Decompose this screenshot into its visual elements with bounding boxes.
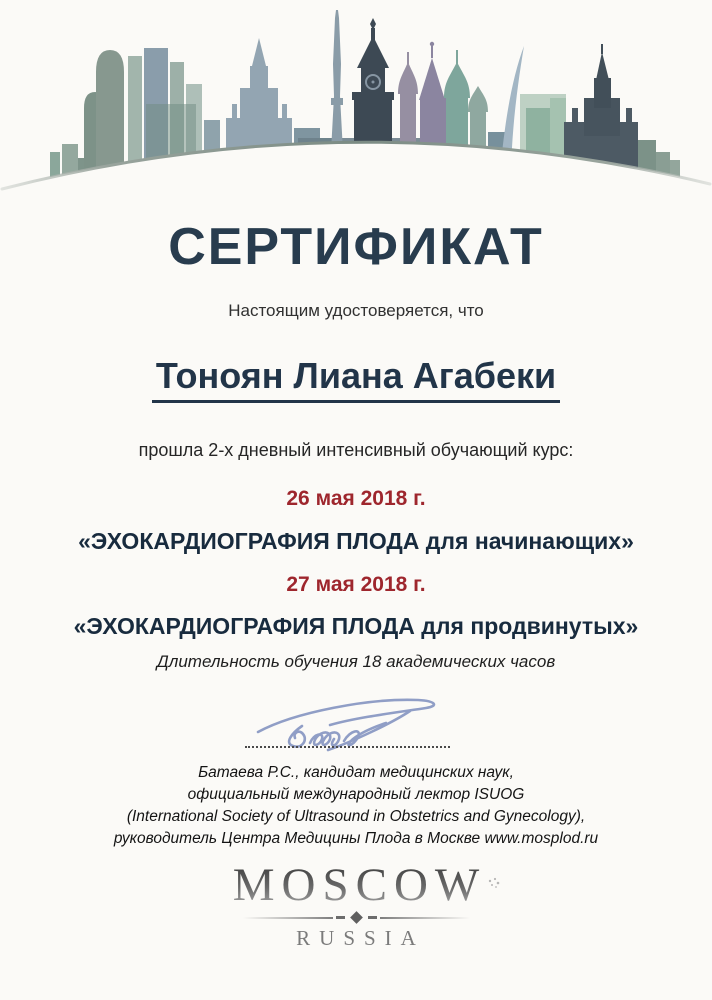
signatory-line: руководитель Центра Медицины Плода в Москве www.mosplod.ru: [113, 830, 599, 847]
session-1-date: 26 мая 2018 г.: [286, 487, 426, 510]
logo-city-wordmark: MOSCOW: [0, 860, 712, 910]
divider-dash-right: [368, 916, 377, 919]
divider-dash-left: [336, 916, 345, 919]
handwritten-signature-icon: [240, 690, 470, 752]
certificate-subtitle: Настоящим удостоверяется, что: [228, 301, 484, 320]
certificate-title: СЕРТИФИКАТ: [168, 218, 544, 276]
signatory-line: Батаева Р.С., кандидат медицинских наук,: [198, 764, 514, 781]
session-2-course-title: «ЭХОКАРДИОГРАФИЯ ПЛОДА для продвинутых»: [73, 613, 639, 639]
session-1-course-title: «ЭХОКАРДИОГРАФИЯ ПЛОДА для начинающих»: [78, 528, 634, 554]
moscow-skyline-illustration: [0, 0, 712, 200]
course-intro: прошла 2-х дневный интенсивный обучающий курс:: [138, 440, 574, 460]
logo-divider: [0, 913, 712, 922]
recipient-name: Тоноян Лиана Агабеки: [152, 355, 560, 403]
divider-diamond-icon: [350, 911, 363, 924]
signatory-credentials: [0, 762, 712, 850]
signature-dotted-line: [245, 745, 450, 748]
course-duration: Длительность обучения 18 академических часов: [156, 652, 556, 671]
signatory-line: официальный международный лектор ISUOG: [187, 786, 525, 803]
session-2-date: 27 мая 2018 г.: [286, 573, 426, 596]
divider-line-right: [380, 917, 470, 919]
divider-line-left: [243, 917, 333, 919]
scan-speck: [486, 876, 502, 890]
logo-country-wordmark: RUSSIA: [296, 926, 425, 950]
recipient-name-row: [0, 355, 712, 403]
signatory-line: (International Society of Ultrasound in Obstetrics and Gynecology),: [126, 808, 586, 825]
